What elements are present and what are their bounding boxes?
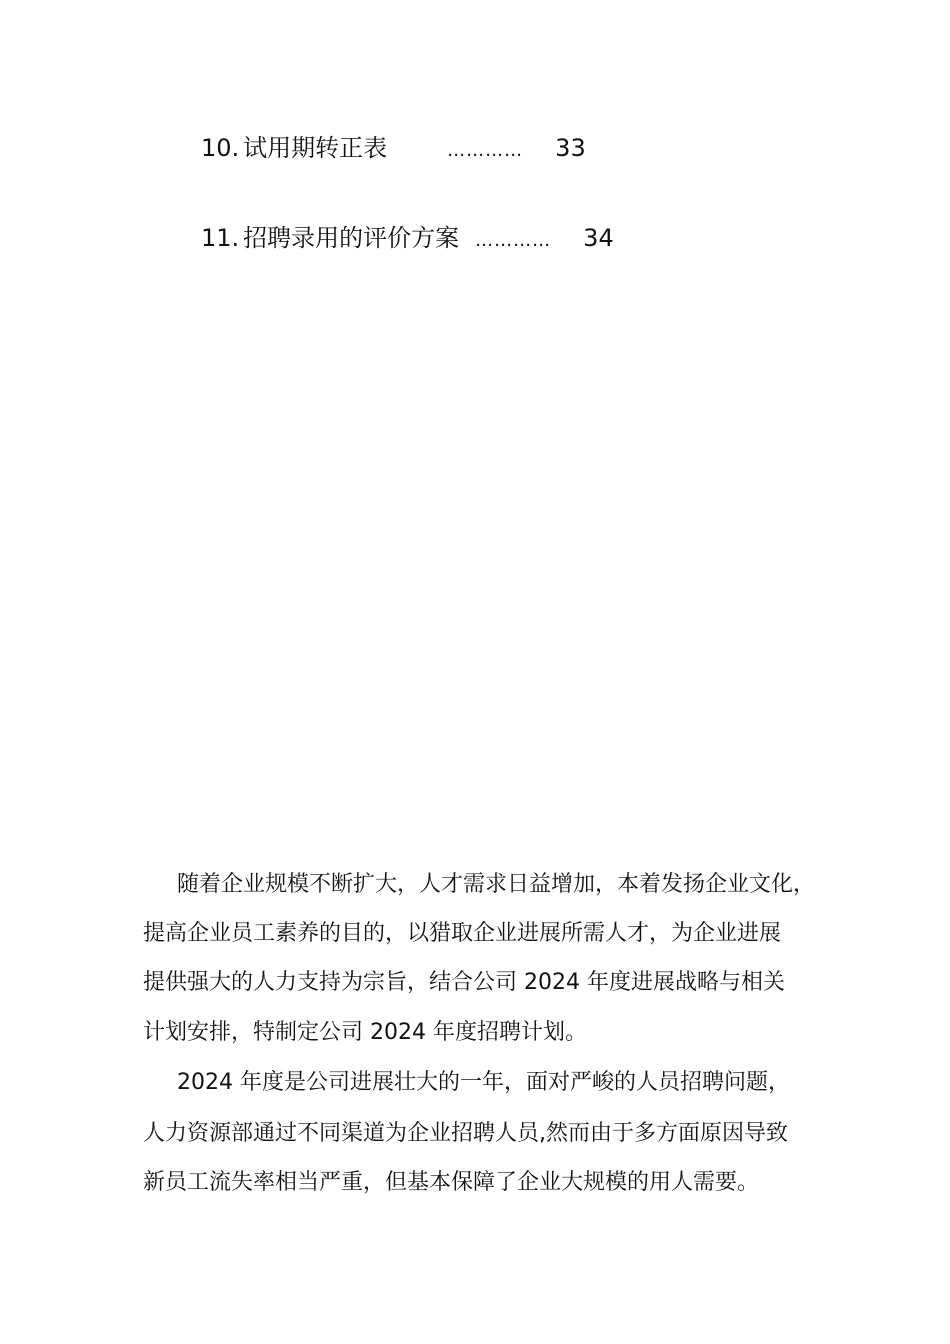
- toc-item-number: 11.: [201, 224, 240, 252]
- paragraph-line: 人力资源部通过不同渠道为企业招聘人员,然而由于多方面原因导致: [143, 1121, 788, 1146]
- paragraph-line: 提供强大的人力支持为宗旨，结合公司 2024 年度进展战略与相关: [143, 970, 785, 995]
- toc-item-number: 10.: [201, 134, 240, 162]
- paragraph-line: 2024 年度是公司进展壮大的一年，面对严峻的人员招聘问题，: [177, 1070, 790, 1095]
- paragraph-line: 新员工流失率相当严重，但基本保障了企业大规模的用人需要。: [143, 1170, 760, 1195]
- toc-leader-dots: …………: [447, 140, 524, 161]
- toc-page-number: 33: [555, 134, 586, 162]
- toc-page-number: 34: [583, 224, 614, 252]
- toc-leader-dots: …………: [475, 230, 552, 251]
- toc-item-title: 招聘录用的评价方案: [243, 224, 460, 252]
- toc-item[interactable]: [201, 223, 614, 256]
- toc-item-title: 试用期转正表: [243, 134, 388, 162]
- paragraph-line: 计划安排，特制定公司 2024 年度招聘计划。: [143, 1020, 587, 1045]
- toc-item[interactable]: [201, 133, 586, 166]
- paragraph-line: 随着企业规模不断扩大，人才需求日益增加，本着发扬企业文化，: [177, 872, 816, 897]
- paragraph-line: 提高企业员工素养的目的，以猎取企业进展所需人才，为企业进展: [143, 921, 782, 946]
